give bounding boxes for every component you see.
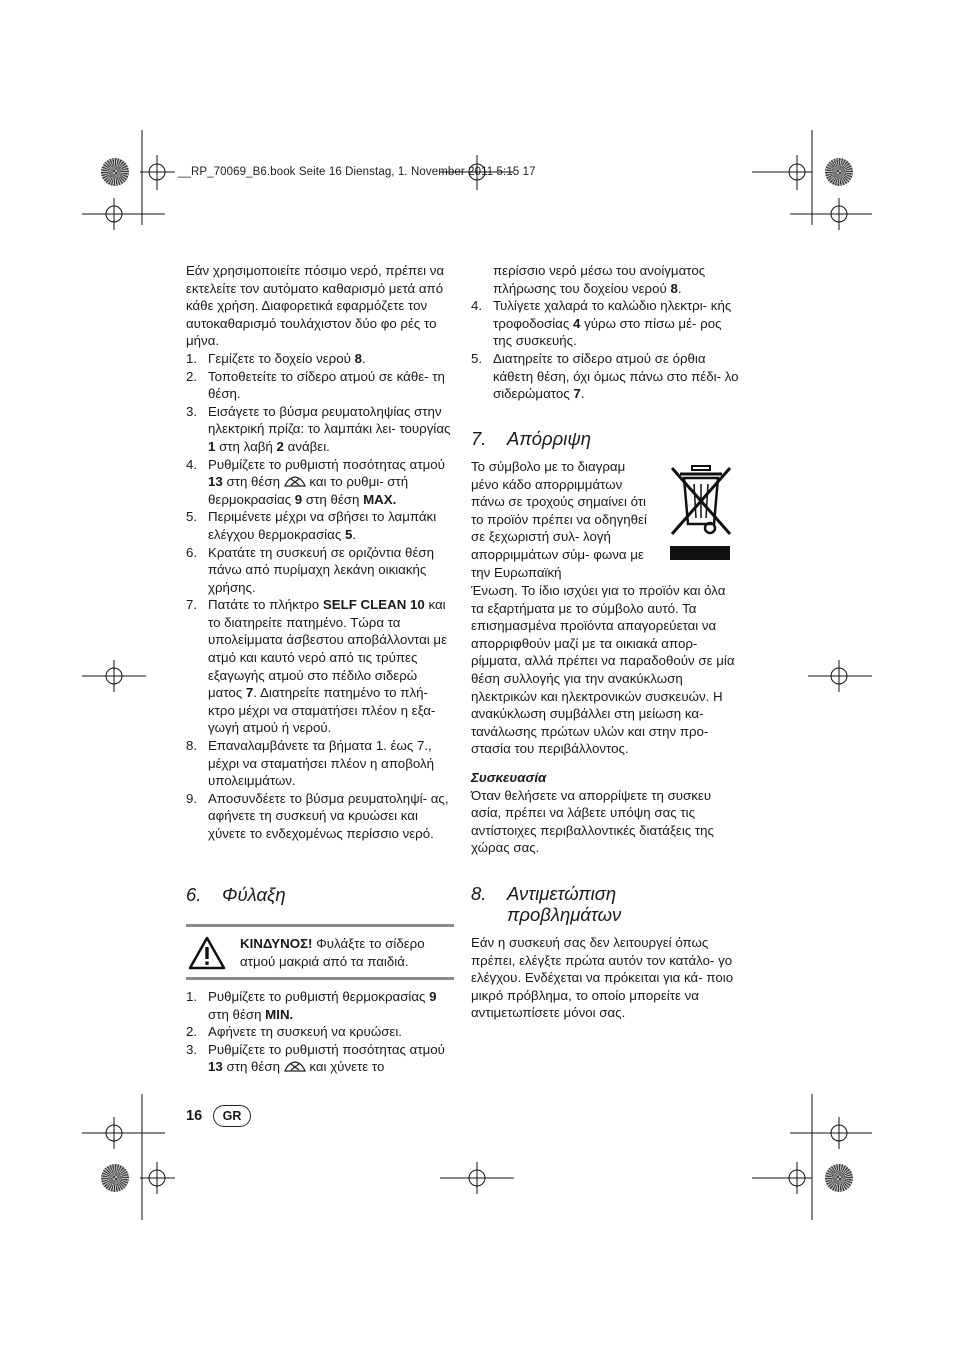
troubleshooting-text: Εάν η συσκευή σας δεν λειτουργεί όπως πρέπει, ελέγξτε πρώτα αυτόν τον κατάλο- γο ελέγχου. Ενδέχεται να πρόκειται για κά- ποιο μικρό πρόβλημα, το οποίο μπορείτε να αντιμετωπίσετε μόνοι σας. [471, 935, 734, 1021]
list-item: 1. Ρυθμίζετε το ρυθμιστή θερμοκρασίας 9 στη θέση MIN. [186, 989, 437, 1022]
page-number: 16 [186, 1108, 203, 1124]
crossed-out-wheelie-bin-icon [668, 462, 734, 544]
list-item: 4. Τυλίγετε χαλαρά το καλώδιο ηλεκτρι- κής τροφοδοσίας 4 γύρω στο πίσω μέ- ρος της συσκευής. [471, 298, 732, 349]
list-item: 2. Αφήνετε τη συσκευή να κρυώσει. [186, 1024, 402, 1040]
list-item: 5. Διατηρείτε το σίδερο ατμού σε όρθια κάθετη θέση, όχι όμως πάνω στο πέδι- λο σιδερώματος 7. [471, 350, 739, 402]
list-item: 3. Εισάγετε το βύσμα ρευματοληψίας στην ηλεκτρική πρίζα: το λαμπάκι λει- τουργίας 1 στη λαβή 2 ανάβει. [186, 403, 451, 454]
intro-paragraph: Εάν χρησιμοποιείτε πόσιμο νερό, πρέπει να εκτελείτε τον αυτόματο καθαρισμό μετά από κάθε χρήση. Διαφορετικά εφαρμόζετε τον αυτοκαθαρισμό τουλάχιστον δύο φο ρές το μήνα. [186, 263, 445, 349]
continued-step-text: περίσσιο νερό μέσω του ανοίγματος πλήρωσης του δοχείου νερού 8. [493, 263, 706, 296]
list-item: 3. Ρυθμίζετε το ρυθμιστή ποσότητας ατμού 13 στη θέση και χύνετε το [186, 1041, 445, 1075]
registration-mark-icon [101, 158, 129, 186]
left-column [186, 262, 454, 843]
bin-symbol-bar [670, 546, 730, 560]
list-item: 7. Πατάτε το πλήκτρο SELF CLEAN 10 και το διατηρείτε πατημένο. Τώρα τα υπολείμματα άσβεστου αποβάλλονται με ατμό και καυτό νερό από τις τρύπες εξαγωγής ατμού στο πέδιλο σιδερώ ματος 7. Διατηρείτε πατημένο το πλή- κτρο μέχρι να σταματήσει πλέον η εξα- γωγή ατμού ή νερού. [186, 597, 448, 736]
cleaning-steps [186, 350, 454, 843]
list-item: 1. Γεμίζετε το δοχείο νερού 8. [186, 350, 366, 366]
warning-text: ΚΙΝΔΥΝΟΣ! Φυλάξτε το σίδερο ατμού μακριά από τα παιδιά. [240, 936, 425, 969]
section-6-title: 6. Φύλαξη [186, 884, 286, 905]
steam-setting-icon [284, 1059, 306, 1073]
troubleshooting-block [471, 934, 741, 1022]
disposal-wrap-text [471, 458, 649, 581]
storage-steps-continued [471, 297, 741, 403]
right-column [471, 262, 741, 403]
language-badge: GR [213, 1105, 251, 1127]
list-item: 5. Περιμένετε μέχρι να σβήσει το λαμπάκι ελέγχου θερμοκρασίας 5. [186, 509, 437, 542]
packaging-title: Συσκευασία [471, 770, 547, 785]
list-item: 6. Κρατάτε τη συσκευή σε οριζόντια θέση πάνω από πυρίμαχη λεκάνη οικιακής χρήσης. [186, 544, 434, 595]
registration-mark-icon [825, 1164, 853, 1192]
print-file-info: __RP_70069_B6.book Seite 16 Dienstag, 1. November 2011 5:15 17 [178, 166, 536, 178]
list-item: 4. Ρυθμίζετε το ρυθμιστή ποσότητας ατμού 13 στη θέση και το ρυθμι- στή θερμοκρασίας 9 στη θέση MAX. [186, 456, 445, 507]
storage-steps [186, 988, 454, 1076]
warning-box [186, 924, 454, 980]
list-item: 9. Αποσυνδέετε το βύσμα ρευματοληψί- ας, αφήνετε τη συσκευή να κρυώσει και χύνετε το ενδεχομένως περίσσιο νερό. [186, 790, 449, 841]
registration-mark-icon [825, 158, 853, 186]
disposal-rest-block [471, 582, 741, 758]
list-item: 2. Τοποθετείτε το σίδερο ατμού σε κάθε- τη θέση. [186, 368, 445, 402]
disposal-paragraph-rest: Ένωση. Το ίδιο ισχύει για το προϊόν και όλα τα εξαρτήματα με το σύμβολο αυτό. Τα επισημασμένα προϊόντα απαγορεύεται να απορριφθούν μαζί με τα οικιακά απορ- ρίμματα, αλλά πρέπει να παραδοθούν σε μία θέση συλλογής για την ανακύκλωση ηλεκτρικών και ηλεκτρονικών συσκευών. Η ανακύκλωση συμβάλλει στη μείωση κα- τανάλωσης πρώτων υλών και στην προ- στασία του περιβάλλοντος. [471, 583, 735, 757]
list-item: 8. Επαναλαμβάνετε τα βήματα 1. έως 7., μέχρι να σταματήσει πλέον η αποβολή υπολειμμάτων. [186, 738, 435, 789]
steam-setting-icon [284, 474, 306, 488]
packaging-text: Όταν θελήσετε να απορρίψετε τη συσκευ ασία, πρέπει να λάβετε υπόψη σας τις αντίστοιχες περιβαλλοντικές διατάξεις της χώρας σας. [471, 787, 714, 856]
disposal-paragraph-start: Το σύμβολο με το διαγραμ μένο κάδο απορριμμάτων πάνω σε τροχούς σημαίνει ότι το προϊόν πρέπει να οδηγηθεί σε ξεχωριστή συλ- λογή απορριμμάτων σύμ- φωνα με την Ευρωπαϊκή [471, 459, 647, 580]
section-8-title: 8. Αντιμετώπιση προβλημάτων [471, 883, 622, 925]
storage-steps-block [186, 988, 454, 1076]
registration-mark-icon [101, 1164, 129, 1192]
warning-triangle-icon [188, 936, 226, 970]
section-7-title: 7. Απόρριψη [471, 428, 592, 449]
packaging-block [471, 769, 741, 857]
